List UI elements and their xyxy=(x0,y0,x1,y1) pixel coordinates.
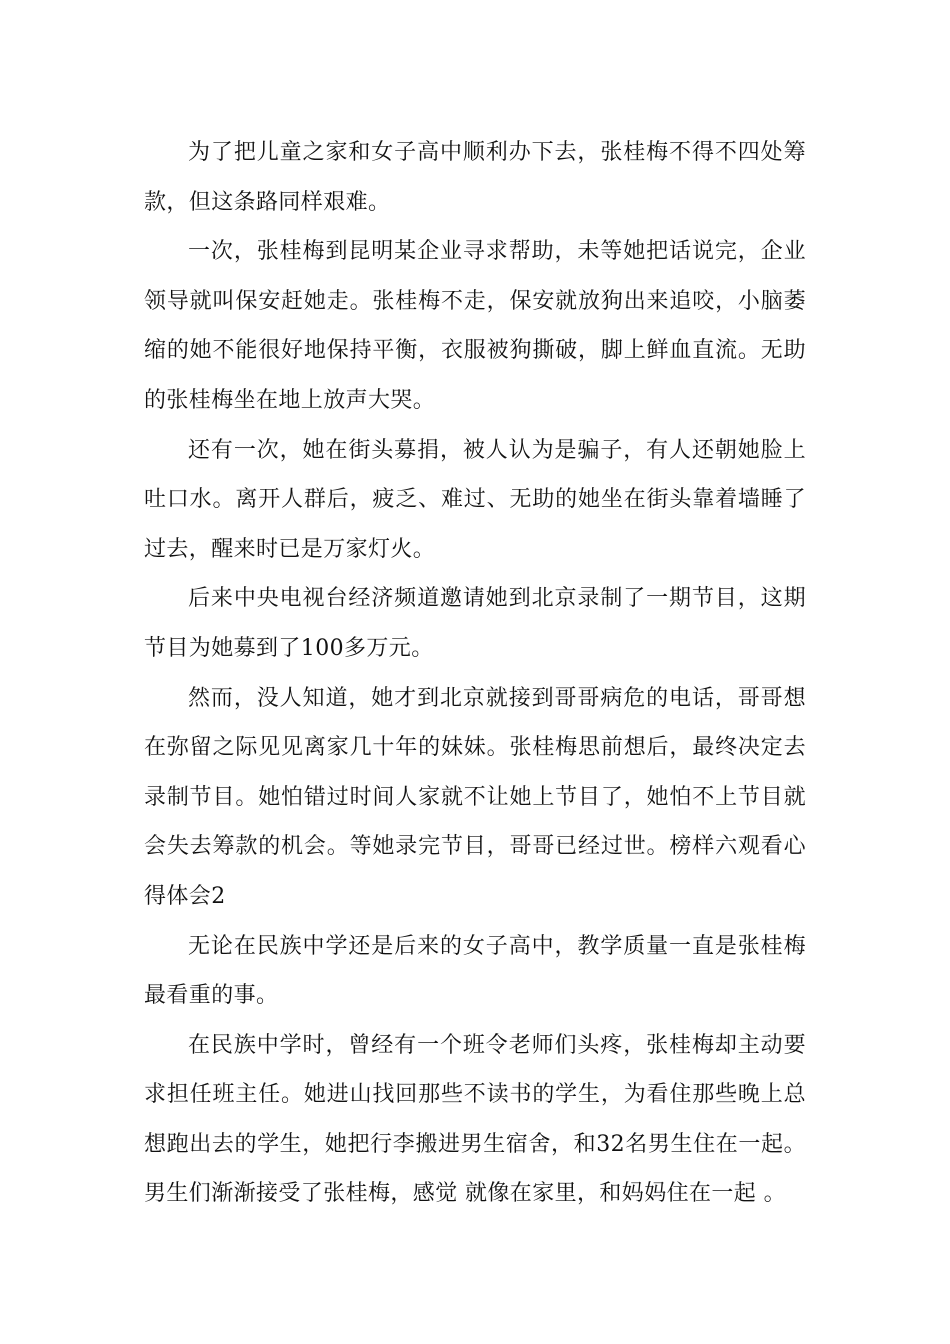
paragraph-4: 后来中央电视台经济频道邀请她到北京录制了一期节目，这期节目为她募到了100多万元。 xyxy=(144,586,806,661)
paragraph-3: 还有一次，她在街头募捐，被人认为是骗子，有人还朝她脸上吐口水。离开人群后，疲乏、难过、无助的她坐在街头靠着墙睡了过去，醒来时已是万家灯火。 xyxy=(144,437,806,562)
paragraph-2: 一次，张桂梅到昆明某企业寻求帮助，未等她把话说完，企业领导就叫保安赶她走。张桂梅不走，保安就放狗出来追咬，小脑萎缩的她不能很好地保持平衡，衣服被狗撕破，脚上鲜血直流。无助的张桂梅坐在地上放声大哭。 xyxy=(144,239,806,413)
paragraph-5: 然而，没人知道，她才到北京就接到哥哥病危的电话，哥哥想在弥留之际见见离家几十年的妹妹。张桂梅思前想后，最终决定去录制节目。她怕错过时间人家就不让她上节目了，她怕不上节目就会失去筹款的机会。等她录完节目，哥哥已经过世。榜样六观看心得体会2 xyxy=(144,685,806,909)
article-body xyxy=(144,128,806,1219)
paragraph-7: 在民族中学时，曾经有一个班令老师们头疼，张桂梅却主动要求担任班主任。她进山找回那些不读书的学生，为看住那些晚上总想跑出去的学生，她把行李搬进男生宿舍，和32名男生住在一起。男生们渐渐接受了张桂梅，感觉 就像在家里，和妈妈住在一起 。 xyxy=(144,1032,806,1207)
paragraph-1: 为了把儿童之家和女子高中顺利办下去，张桂梅不得不四处筹款，但这条路同样艰难。 xyxy=(144,140,806,215)
paragraph-6: 无论在民族中学还是后来的女子高中，教学质量一直是张桂梅最看重的事。 xyxy=(144,933,806,1009)
